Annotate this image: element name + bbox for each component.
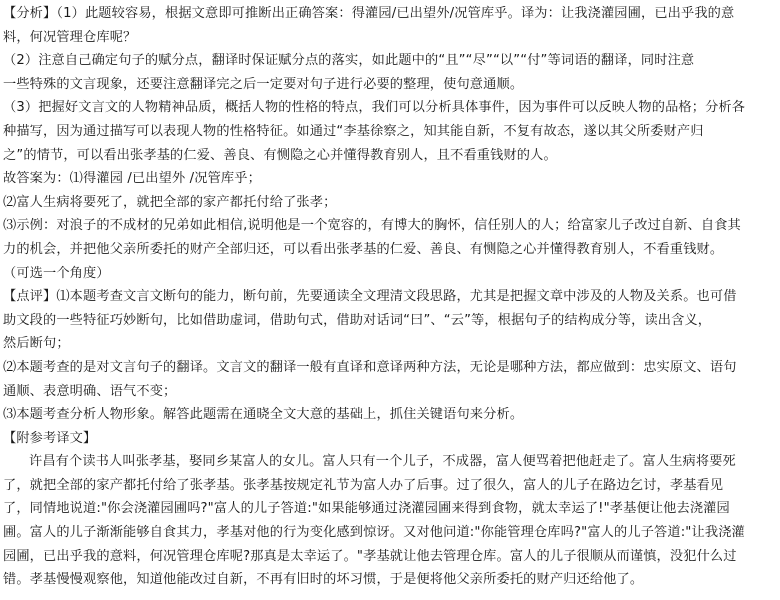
analysis-line-7: 之”的情节，可以看出张孝基的仁爱、善良、有恻隐之心并懂得教育别人，且不看重钱财的人。 bbox=[3, 147, 557, 163]
translation-line-1: 许昌有个读书人叫张孝基，娶同乡某富人的女儿。富人只有一个儿子，不成器，富人便骂着把他赶走了。富人生病将要死 bbox=[29, 454, 736, 470]
comment-line-1: 【点评】⑴本题考查文言文断句的能力，断句前，先要通读全文理清文段思路，尤其是把握文章中涉及的人物及关系。也可借 bbox=[3, 289, 737, 305]
answer-line-5: （可选一个角度） bbox=[3, 265, 110, 281]
comment-line-3: 然后断句； bbox=[3, 336, 70, 352]
translation-heading: 【附参考译文】 bbox=[3, 430, 97, 446]
answer-line-2: ⑵富人生病将要死了，就把全部的家产都托付给了张孝； bbox=[3, 194, 337, 210]
comment-line-4: ⑵本题考查的是对文言句子的翻译。文言文的翻译一般有直译和意译两种方法，无论是哪种方法，都应做到：忠实原文、语句 bbox=[3, 359, 737, 375]
analysis-line-4: 一些特殊的文言现象，还要注意翻译完之后一定要对句子进行必要的整理，使句意通顺。 bbox=[3, 76, 524, 92]
comment-line-2: 助文段的一些特征巧妙断句，比如借助虚词，借助句式，借助对话词“曰”、“云”等，根据句子的结构成分等，读出含义， bbox=[3, 312, 712, 328]
comment-line-6: ⑶本题考查分析人物形象。解答此题需在通晓全文大意的基础上，抓住关键语句来分析。 bbox=[3, 407, 524, 423]
translation-line-6: 错。孝基慢慢观察他，知道他能改过自新，不再有旧时的坏习惯，于是便将他父亲所委托的财产归还给他了。 bbox=[3, 572, 644, 588]
answer-line-3: ⑶示例：对浪子的不成材的兄弟如此相信,说明他是一个宽容的，有博大的胸怀，信任别人的人；给富家儿子改过自新、自食其 bbox=[3, 218, 741, 234]
translation-line-3: 了，同情地说道:"你会浇灌园圃吗?"富人的儿子答道:"如果能够通过浇灌园圃来得到食物，就太幸运了!"孝基便让他去浇灌园 bbox=[3, 501, 730, 517]
answer-line-1: 故答案为：⑴得灌园 /已出望外 /况管库乎； bbox=[3, 171, 261, 187]
translation-line-4: 圃。富人的儿子渐渐能够自食其力，孝基对他的行为变化感到惊讶。又对他问道:"你能管理仓库吗?"富人的儿子答道:"让我浇灌 bbox=[3, 525, 745, 541]
comment-line-5: 通顺、表意明确、语气不变； bbox=[3, 383, 177, 399]
analysis-line-3: （2）注意自己确定句子的赋分点，翻译时保证赋分点的落实，如此题中的“且”“尽”“以”“付”等词语的翻译，同时注意 bbox=[3, 53, 695, 69]
answer-line-4: 力的机会，并把他父亲所委托的财产全部归还，可以看出张孝基的仁爱、善良、有恻隐之心并懂得教育别人，不看重钱财。 bbox=[3, 241, 724, 257]
analysis-line-1: 【分析】（1）此题较容易，根据文意即可推断出正确答案：得灌园/已出望外/况管库乎。译为：让我浇灌园圃，已出乎我的意 bbox=[3, 6, 735, 21]
translation-line-5: 园圃，已出乎我的意料，何况管理仓库呢?那真是太幸运了。"孝基就让他去管理仓库。富人的儿子很顺从而谨慎，没犯什么过 bbox=[3, 548, 737, 564]
analysis-line-5: （3）把握好文言文的人物精神品质，概括人物的性格的特点，我们可以分析具体事件，因为事件可以反映人物的品格；分析各 bbox=[3, 100, 746, 116]
analysis-line-2: 料，何况管理仓库呢？ bbox=[3, 29, 137, 45]
translation-line-2: 了，就把全部的家产都托付给了张孝基。张孝基按规定礼节为富人办了后事。过了很久，富人的儿子在路边乞讨，孝基看见 bbox=[3, 477, 724, 493]
analysis-line-6: 种描写，因为通过描写可以表现人物的性格特征。如通过“李基徐察之，知其能自新，不复有故态，遂以其父所委财产归 bbox=[3, 123, 704, 139]
